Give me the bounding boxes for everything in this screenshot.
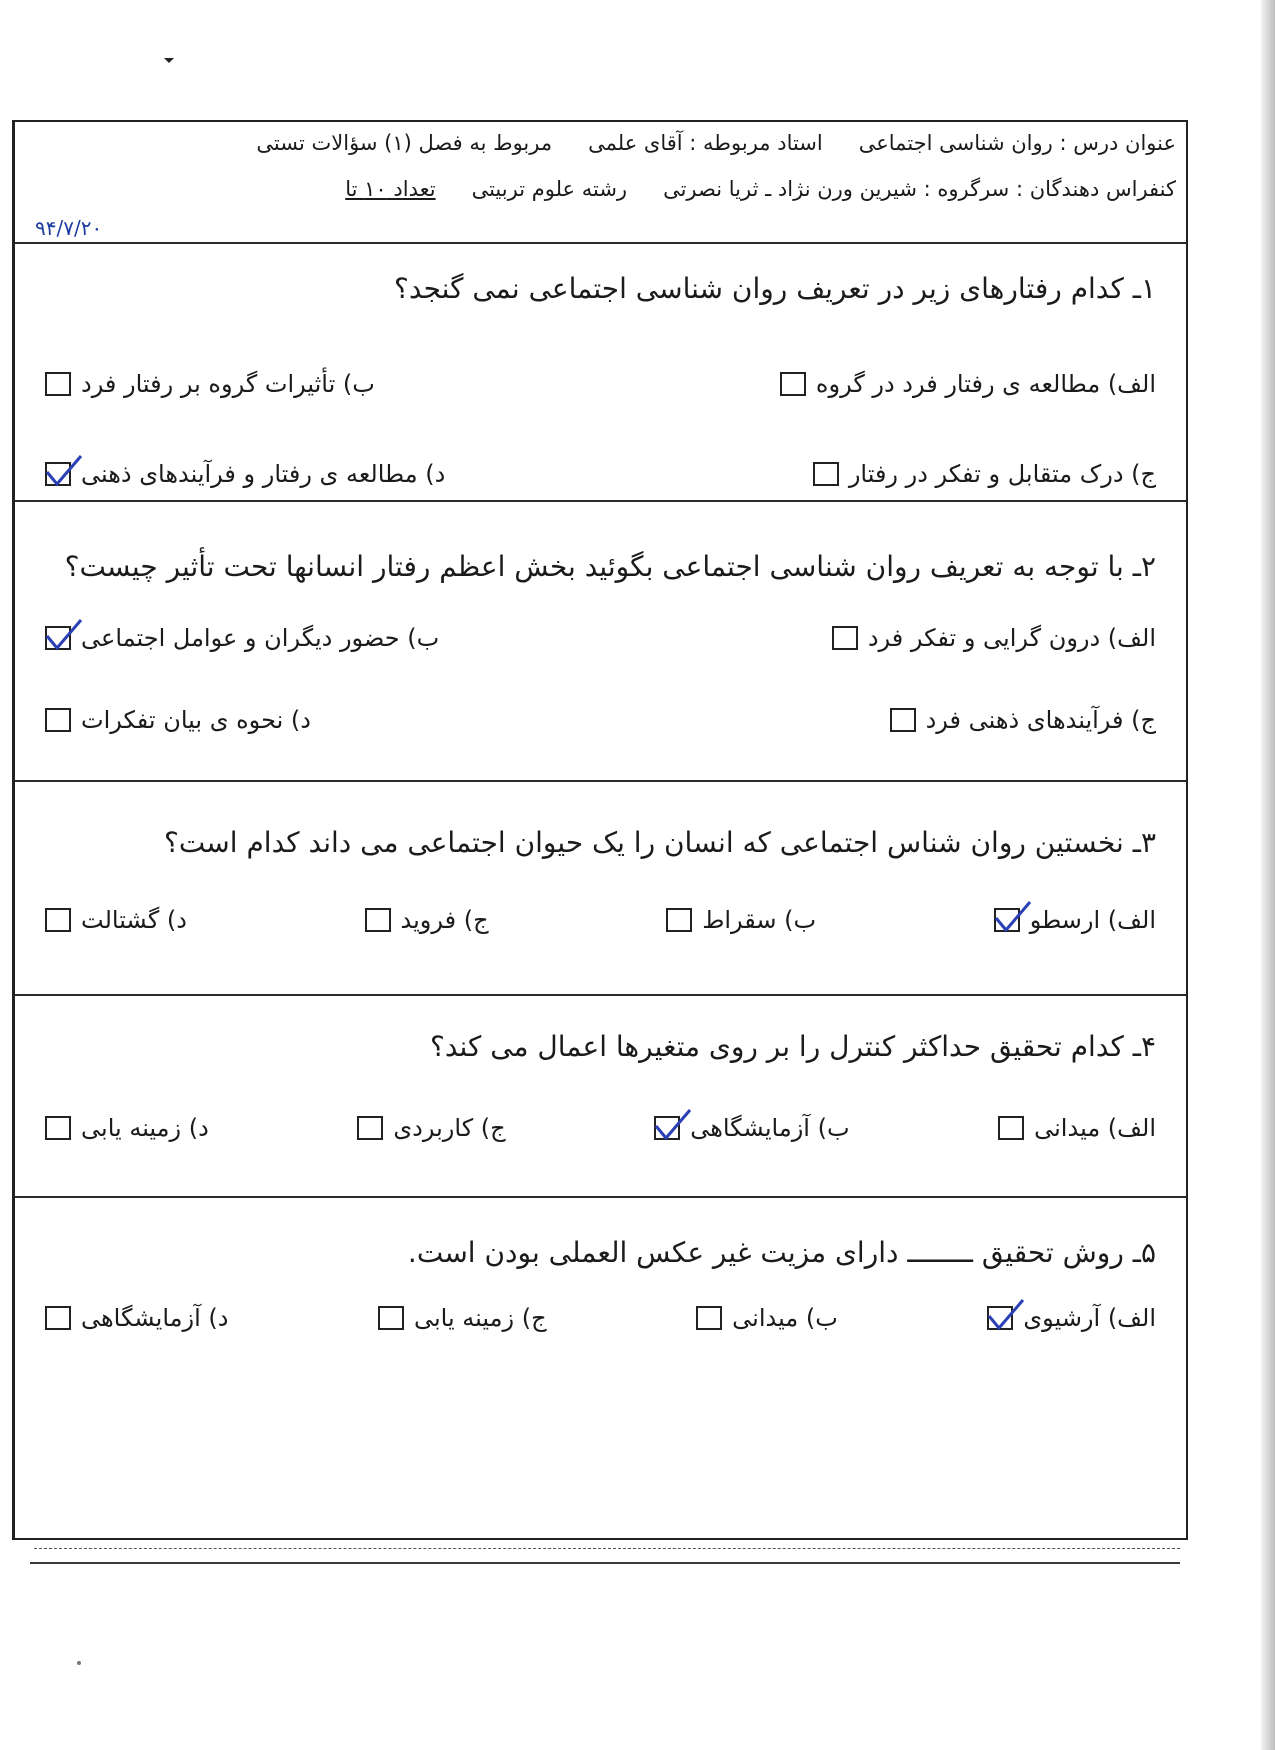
question-3 [15, 780, 1186, 994]
checkbox[interactable] [666, 908, 692, 932]
option-a[interactable] [994, 906, 1156, 934]
option-c[interactable] [378, 1304, 547, 1332]
option-label: د) نحوه ی بیان تفکرات [81, 706, 311, 734]
option-c[interactable] [365, 906, 489, 934]
checkbox[interactable] [45, 708, 71, 732]
checkbox[interactable] [45, 1116, 71, 1140]
option-label: الف) میدانی [1034, 1114, 1156, 1142]
exam-header [15, 122, 1186, 240]
checkbox[interactable] [45, 372, 71, 396]
option-label: د) گشتالت [81, 906, 187, 934]
checkbox[interactable] [780, 372, 806, 396]
option-c[interactable] [890, 706, 1156, 734]
option-label: ج) درک متقابل و تفکر در رفتار [848, 460, 1156, 488]
option-b[interactable] [696, 1304, 838, 1332]
checkbox[interactable] [998, 1116, 1024, 1140]
presenters: کنفراس دهندگان : سرگروه : شیرین ورن نژاد ـ ثریا نصرتی [663, 177, 1176, 201]
question-text: ۵ـ روش تحقیق ــــــــ دارای مزیت غیر عکس العملی بودن است. [407, 1236, 1156, 1269]
question-text: ۴ـ کدام تحقیق حداکثر کنترل را بر روی متغیرها اعمال می کند؟ [429, 1030, 1156, 1063]
exam-sheet [12, 120, 1188, 1540]
checkbox[interactable] [890, 708, 916, 732]
option-a[interactable] [780, 370, 1156, 398]
chapter-note: مربوط به فصل (۱) سؤالات تستی [256, 131, 553, 155]
question-4 [15, 994, 1186, 1196]
option-a[interactable] [987, 1304, 1156, 1332]
checkbox[interactable] [365, 908, 391, 932]
options-row [45, 706, 1156, 734]
checkbox-checked[interactable] [994, 908, 1020, 932]
option-d[interactable] [45, 906, 187, 934]
check-mark-icon [992, 900, 1032, 934]
option-b[interactable] [654, 1114, 849, 1142]
options-row [45, 460, 1156, 488]
question-5 [15, 1196, 1186, 1396]
options-row [45, 1304, 1156, 1332]
option-d[interactable] [45, 706, 311, 734]
checkbox[interactable] [378, 1306, 404, 1330]
option-label: د) زمینه یابی [81, 1114, 209, 1142]
option-c[interactable] [357, 1114, 505, 1142]
check-mark-icon [985, 1298, 1025, 1332]
options-row [45, 624, 1156, 652]
option-label: الف) درون گرایی و تفکر فرد [867, 624, 1156, 652]
question-text: ۳ـ نخستین روان شناس اجتماعی که انسان را یک حیوان اجتماعی می داند کدام است؟ [163, 826, 1156, 859]
option-label: ب) حضور دیگران و عوامل اجتماعی [81, 624, 440, 652]
option-label: ج) کاربردی [393, 1114, 506, 1142]
options-row [45, 906, 1156, 934]
question-2 [15, 500, 1186, 780]
teacher-name: استاد مربوطه : آقای علمی [588, 131, 823, 155]
checkbox-checked[interactable] [654, 1116, 680, 1140]
checkbox[interactable] [357, 1116, 383, 1140]
option-b[interactable] [45, 370, 375, 398]
option-b[interactable] [45, 624, 439, 652]
option-label: الف) مطالعه ی رفتار فرد در گروه [815, 370, 1156, 398]
checkbox[interactable] [45, 1306, 71, 1330]
course-title: عنوان درس : روان شناسی اجتماعی [858, 131, 1176, 155]
option-label: ج) زمینه یابی [414, 1304, 547, 1332]
bottom-dashed-rule [34, 1548, 1180, 1549]
checkbox-checked[interactable] [987, 1306, 1013, 1330]
checkbox[interactable] [813, 462, 839, 486]
option-a[interactable] [832, 624, 1156, 652]
top-tick-mark [164, 58, 174, 64]
option-label: ب) میدانی [732, 1304, 838, 1332]
option-label: ج) فرآیندهای ذهنی فرد [925, 706, 1156, 734]
question-count: تعداد ۱۰ تا [345, 177, 436, 201]
option-label: ج) فروید [400, 906, 489, 934]
option-label: ب) سقراط [702, 906, 817, 934]
ink-speck [76, 1660, 82, 1666]
options-row [45, 1114, 1156, 1142]
option-label: ب) آزمایشگاهی [690, 1114, 850, 1142]
check-mark-icon [43, 618, 83, 652]
checkbox[interactable] [832, 626, 858, 650]
option-d[interactable] [45, 460, 445, 488]
header-line-1 [25, 128, 1176, 158]
checkbox-checked[interactable] [45, 626, 71, 650]
bottom-rule [30, 1562, 1180, 1564]
option-label: ب) تأثیرات گروه بر رفتار فرد [81, 370, 375, 398]
question-text: ۲ـ با توجه به تعریف روان شناسی اجتماعی بگوئید بخش اعظم رفتار انسانها تحت تأثیر چیست؟ [64, 550, 1156, 583]
option-b[interactable] [666, 906, 816, 934]
options-row [45, 370, 1156, 398]
option-d[interactable] [45, 1114, 209, 1142]
header-line-2 [25, 174, 1176, 204]
option-label: الف) ارسطو [1029, 906, 1156, 934]
option-label: د) آزمایشگاهی [81, 1304, 229, 1332]
option-d[interactable] [45, 1304, 228, 1332]
check-mark-icon [652, 1108, 692, 1142]
question-text: ۱ـ کدام رفتارهای زیر در تعریف روان شناسی اجتماعی نمی گنجد؟ [394, 272, 1156, 305]
checkbox[interactable] [45, 908, 71, 932]
page-edge [1261, 0, 1275, 1750]
option-a[interactable] [998, 1114, 1156, 1142]
option-label: د) مطالعه ی رفتار و فرآیندهای ذهنی [81, 460, 446, 488]
option-c[interactable] [813, 460, 1156, 488]
field-of-study: رشته علوم تربیتی [471, 177, 628, 201]
checkbox[interactable] [696, 1306, 722, 1330]
exam-date: ۹۴/۷/۲۰ [35, 216, 103, 240]
option-label: الف) آرشیوی [1023, 1304, 1156, 1332]
checkbox-checked[interactable] [45, 462, 71, 486]
check-mark-icon [43, 454, 83, 488]
